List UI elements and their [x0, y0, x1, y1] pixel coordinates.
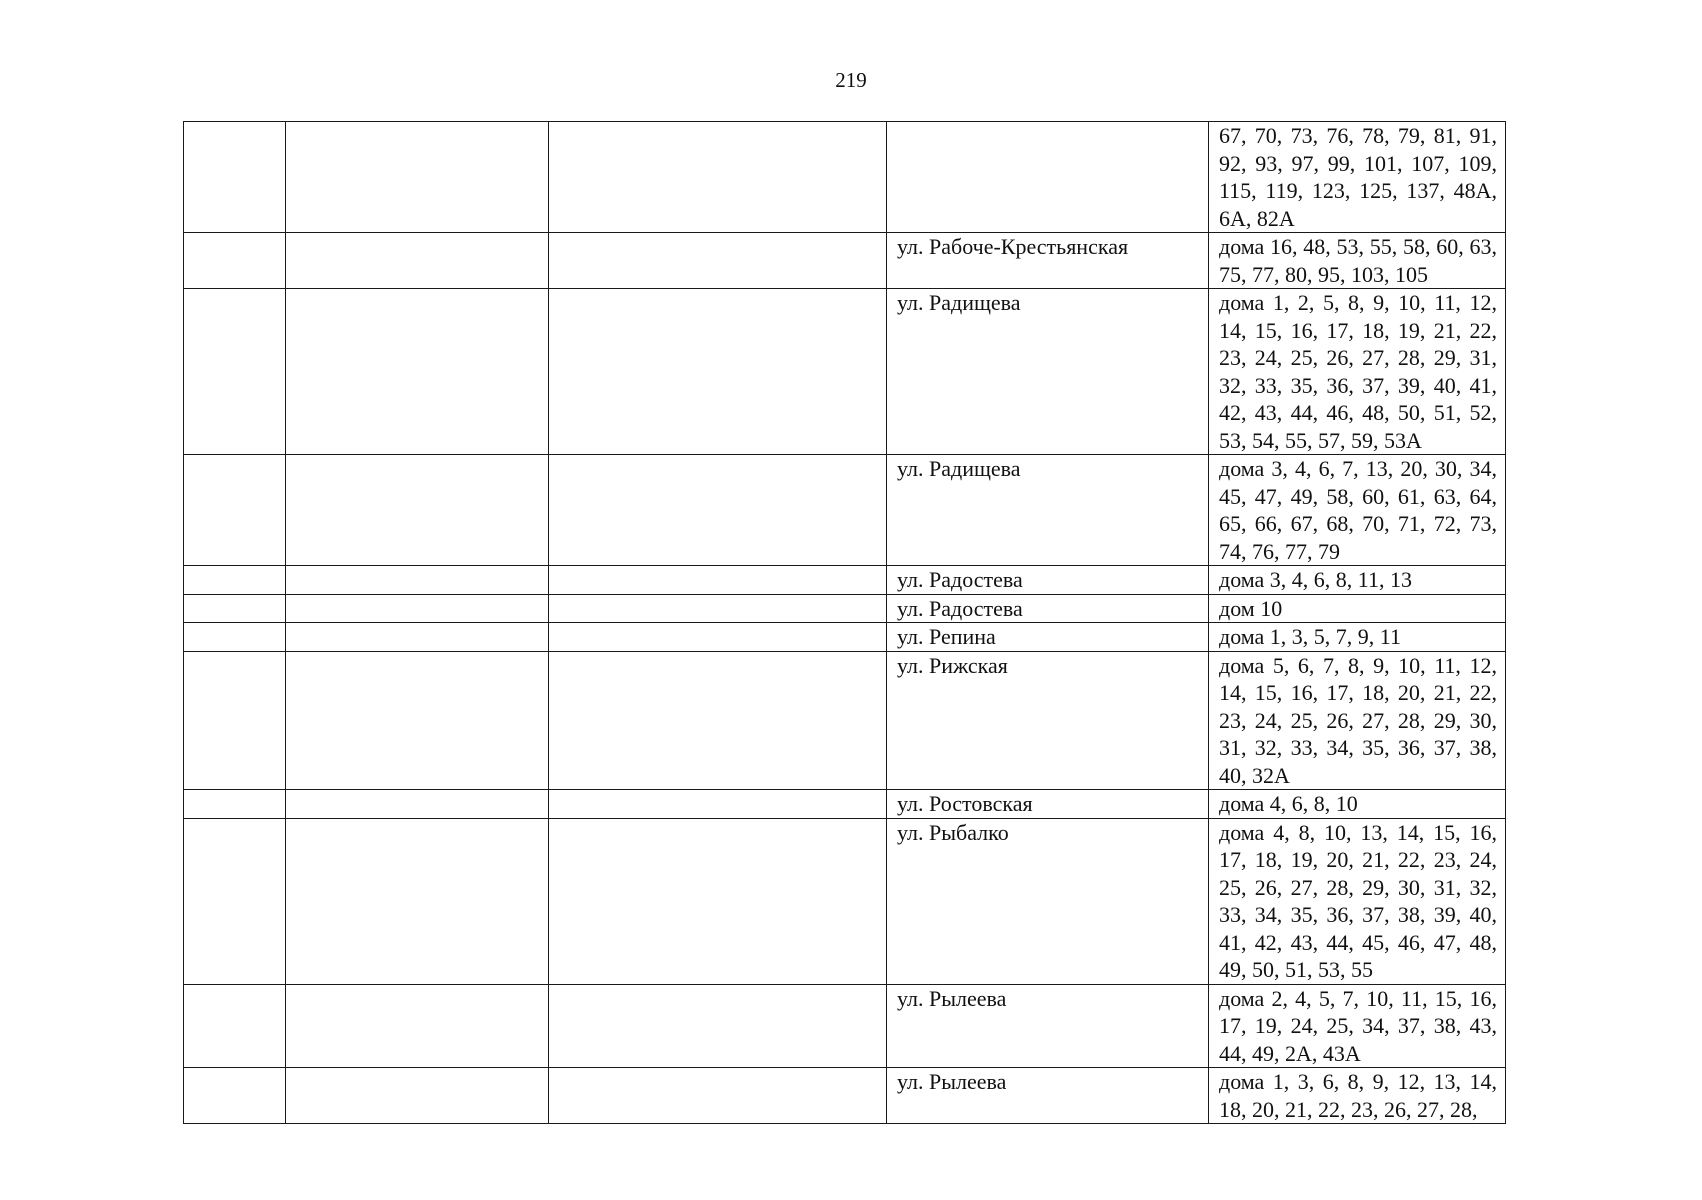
number-cell — [184, 1068, 286, 1124]
district-cell — [286, 623, 549, 652]
houses-cell: 67, 70, 73, 76, 78, 79, 81, 91, 92, 93, 97, 99, 101, 107, 109, 115, 119, 123, 125, 137, 48А, 6А, 82А — [1209, 122, 1506, 233]
number-cell — [184, 289, 286, 455]
street-cell: ул. Рабоче-Крестьянская — [887, 233, 1209, 289]
houses-cell: дом 10 — [1209, 594, 1506, 623]
houses-cell: дома 5, 6, 7, 8, 9, 10, 11, 12, 14, 15, 16, 17, 18, 20, 21, 22, 23, 24, 25, 26, 27, 28, 29, 30, 31, 32, 33, 34, 35, 36, 37, 38, 40, 32А — [1209, 651, 1506, 790]
number-cell — [184, 455, 286, 566]
number-cell — [184, 122, 286, 233]
organization-cell — [549, 289, 887, 455]
number-cell — [184, 818, 286, 984]
district-cell — [286, 984, 549, 1068]
district-cell — [286, 1068, 549, 1124]
district-cell — [286, 651, 549, 790]
table-row — [184, 818, 1506, 984]
table-row — [184, 122, 1506, 233]
houses-cell: дома 1, 3, 6, 8, 9, 12, 13, 14, 18, 20, 21, 22, 23, 26, 27, 28, — [1209, 1068, 1506, 1124]
street-cell: ул. Рылеева — [887, 1068, 1209, 1124]
district-cell — [286, 594, 549, 623]
organization-cell — [549, 1068, 887, 1124]
houses-cell: дома 4, 6, 8, 10 — [1209, 790, 1506, 819]
organization-cell — [549, 566, 887, 595]
table-row — [184, 233, 1506, 289]
street-cell: ул. Рижская — [887, 651, 1209, 790]
number-cell — [184, 594, 286, 623]
organization-cell — [549, 233, 887, 289]
district-cell — [286, 233, 549, 289]
street-cell: ул. Радищева — [887, 289, 1209, 455]
district-cell — [286, 566, 549, 595]
number-cell — [184, 651, 286, 790]
street-cell: ул. Репина — [887, 623, 1209, 652]
organization-cell — [549, 818, 887, 984]
table-row — [184, 984, 1506, 1068]
organization-cell — [549, 594, 887, 623]
houses-cell: дома 3, 4, 6, 7, 13, 20, 30, 34, 45, 47, 49, 58, 60, 61, 63, 64, 65, 66, 67, 68, 70, 71, 72, 73, 74, 76, 77, 79 — [1209, 455, 1506, 566]
street-cell: ул. Рылеева — [887, 984, 1209, 1068]
street-cell: ул. Рыбалко — [887, 818, 1209, 984]
number-cell — [184, 233, 286, 289]
district-cell — [286, 122, 549, 233]
table-row — [184, 651, 1506, 790]
table-row — [184, 790, 1506, 819]
houses-cell: дома 3, 4, 6, 8, 11, 13 — [1209, 566, 1506, 595]
organization-cell — [549, 984, 887, 1068]
number-cell — [184, 623, 286, 652]
organization-cell — [549, 122, 887, 233]
district-cell — [286, 790, 549, 819]
organization-cell — [549, 455, 887, 566]
houses-cell: дома 1, 2, 5, 8, 9, 10, 11, 12, 14, 15, 16, 17, 18, 19, 21, 22, 23, 24, 25, 26, 27, 28, 29, 31, 32, 33, 35, 36, 37, 39, 40, 41, 42, 43, 44, 46, 48, 50, 51, 52, 53, 54, 55, 57, 59, 53А — [1209, 289, 1506, 455]
district-cell — [286, 818, 549, 984]
address-table — [183, 121, 1506, 1124]
organization-cell — [549, 651, 887, 790]
houses-cell: дома 1, 3, 5, 7, 9, 11 — [1209, 623, 1506, 652]
number-cell — [184, 984, 286, 1068]
street-cell — [887, 122, 1209, 233]
table-row — [184, 594, 1506, 623]
number-cell — [184, 566, 286, 595]
page-number: 219 — [835, 68, 867, 92]
district-cell — [286, 289, 549, 455]
table-row — [184, 455, 1506, 566]
street-cell: ул. Радищева — [887, 455, 1209, 566]
table-row — [184, 623, 1506, 652]
table-row — [184, 289, 1506, 455]
organization-cell — [549, 790, 887, 819]
houses-cell: дома 16, 48, 53, 55, 58, 60, 63, 75, 77, 80, 95, 103, 105 — [1209, 233, 1506, 289]
street-cell: ул. Ростовская — [887, 790, 1209, 819]
houses-cell: дома 4, 8, 10, 13, 14, 15, 16, 17, 18, 19, 20, 21, 22, 23, 24, 25, 26, 27, 28, 29, 30, 31, 32, 33, 34, 35, 36, 37, 38, 39, 40, 41, 42, 43, 44, 45, 46, 47, 48, 49, 50, 51, 53, 55 — [1209, 818, 1506, 984]
street-cell: ул. Радостева — [887, 566, 1209, 595]
number-cell — [184, 790, 286, 819]
street-cell: ул. Радостева — [887, 594, 1209, 623]
table-row — [184, 1068, 1506, 1124]
organization-cell — [549, 623, 887, 652]
table-row — [184, 566, 1506, 595]
district-cell — [286, 455, 549, 566]
houses-cell: дома 2, 4, 5, 7, 10, 11, 15, 16, 17, 19, 24, 25, 34, 37, 38, 43, 44, 49, 2А, 43А — [1209, 984, 1506, 1068]
